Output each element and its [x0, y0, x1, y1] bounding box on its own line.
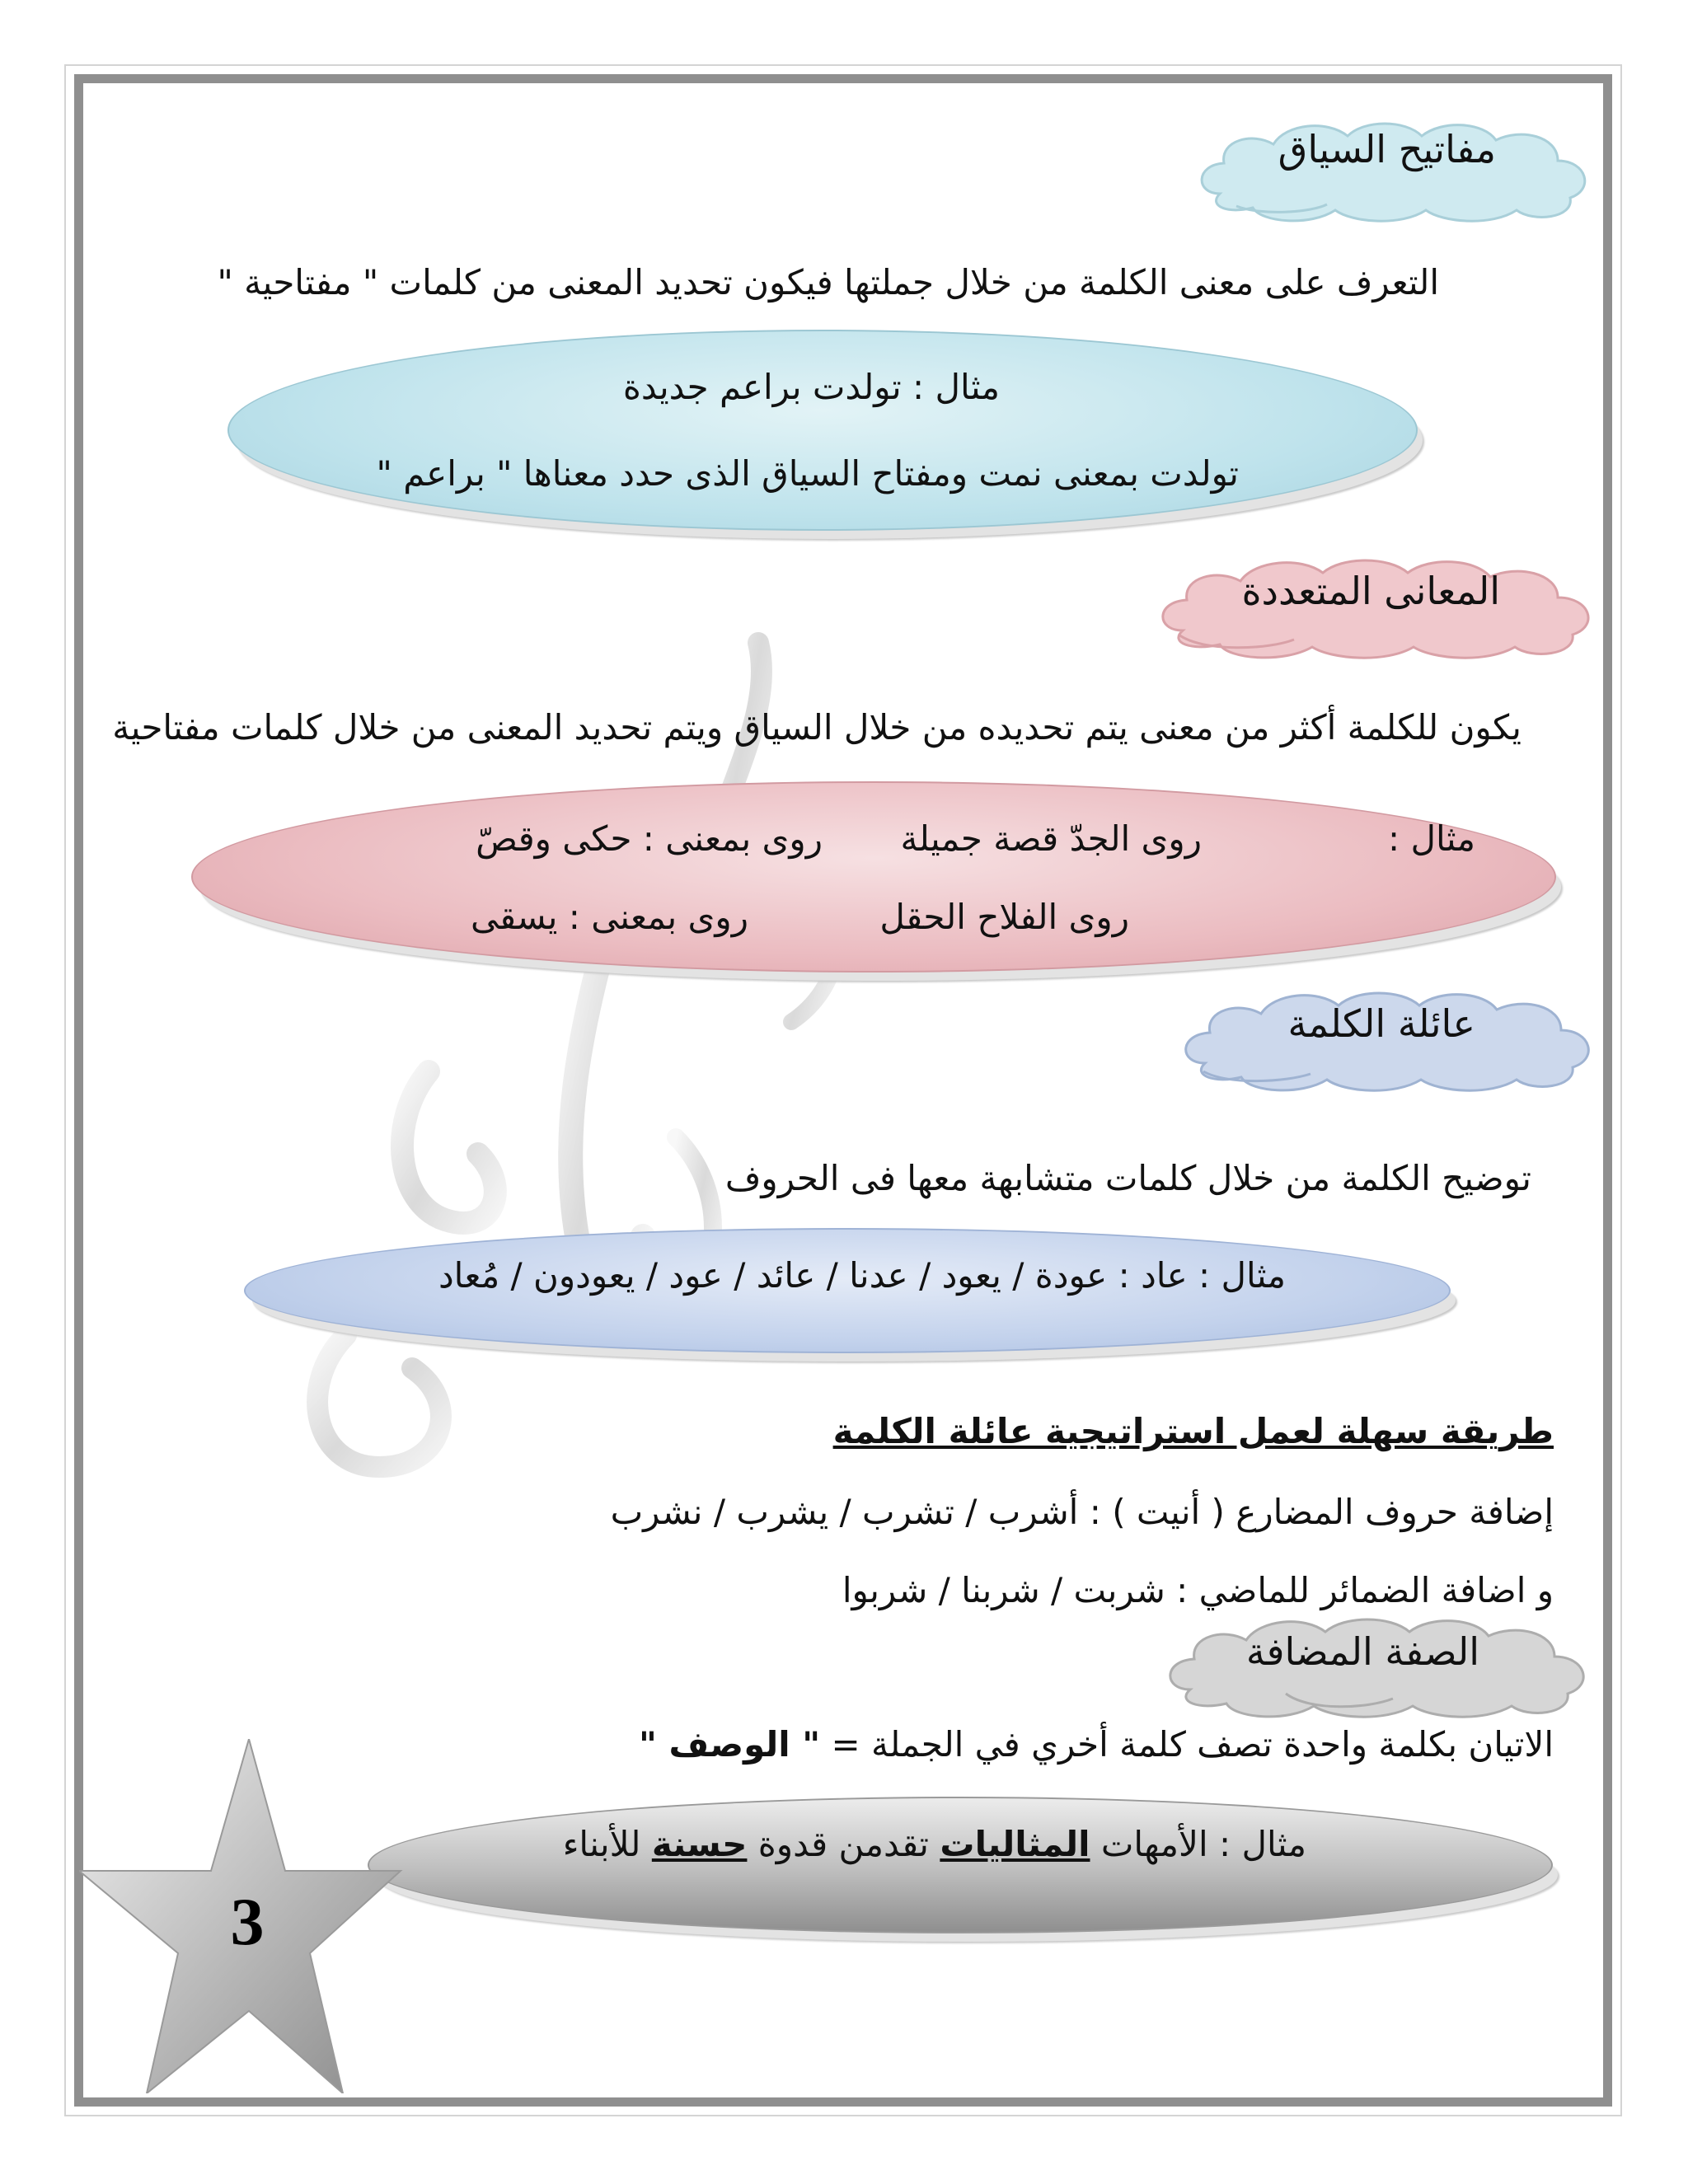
example-adjective-mid: تقدمن قدوة	[747, 1824, 940, 1864]
definition-word-family: توضيح الكلمة من خلال كلمات متشابهة معها فى الحروف	[724, 1158, 1531, 1198]
example-a-sentence: روى الجدّ قصة جميلة	[900, 818, 1202, 859]
example-adjective	[563, 1824, 1306, 1864]
page-number: 3	[230, 1884, 265, 1959]
definition-adjective-bold: " الوصف "	[639, 1724, 821, 1765]
easy-way-line2: و اضافة الضمائر للماضي : شربت / شربنا / شربوا	[842, 1570, 1554, 1610]
example-adjective-post: للأبناء	[562, 1824, 652, 1864]
example-b-sentence: روى الفلاح الحقل	[879, 897, 1129, 937]
section-title-word-family: عائلة الكلمة	[1287, 1001, 1475, 1046]
cloud-heading-word-family	[1170, 985, 1599, 1092]
easy-way-line1: إضافة حروف المضارع ( أنيت ) : أشرب / تشرب / يشرب / نشرب	[610, 1492, 1554, 1532]
definition-adjective	[639, 1724, 1554, 1765]
example-a-meaning: روى بمعنى : حكى وقصّ	[476, 818, 823, 859]
cloud-heading-context-keys	[1187, 115, 1599, 223]
example-box-multiple-meanings	[191, 781, 1553, 969]
example-adjective-bold1: المثاليات	[940, 1824, 1090, 1864]
example-label-multiple-meanings: مثال :	[1388, 818, 1475, 859]
definition-context-keys: التعرف على معنى الكلمة من خلال جملتها فيكون تحديد المعنى من كلمات " مفتاحية "	[217, 262, 1439, 302]
easy-way-heading: طريقة سهلة لعمل استراتيجية عائلة الكلمة	[832, 1411, 1554, 1451]
definition-multiple-meanings: يكون للكلمة أكثر من معنى يتم تحديده من خلال السياق ويتم تحديد المعنى من خلال كلمات مفتاحية	[112, 707, 1522, 748]
example-line2-context-keys: تولدت بمعنى نمت ومفتاح السياق الذى حدد معناها " براعم "	[376, 453, 1239, 494]
example-adjective-bold2: حسنة	[651, 1824, 748, 1864]
example-b-meaning: روى بمعنى : يسقى	[471, 897, 748, 937]
section-title-multiple-meanings: المعانى المتعددة	[1241, 569, 1500, 613]
example-adjective-pre: مثال : الأمهات	[1090, 1824, 1306, 1864]
section-title-adjective: الصفة المضافة	[1245, 1629, 1479, 1674]
cloud-heading-multiple-meanings	[1146, 552, 1607, 659]
definition-adjective-text: الاتيان بكلمة واحدة تصف كلمة أخري في الجملة =	[820, 1724, 1554, 1765]
example-word-family: مثال : عاد : عودة / يعود / عدنا / عائد / عود / يعودون / مُعاد	[438, 1255, 1286, 1296]
example-box-context-keys	[227, 330, 1414, 527]
section-title-context-keys: مفاتيح السياق	[1278, 127, 1496, 171]
cloud-heading-adjective	[1154, 1611, 1599, 1718]
example-line1-context-keys: مثال : تولدت براعم جديدة	[622, 367, 1000, 407]
